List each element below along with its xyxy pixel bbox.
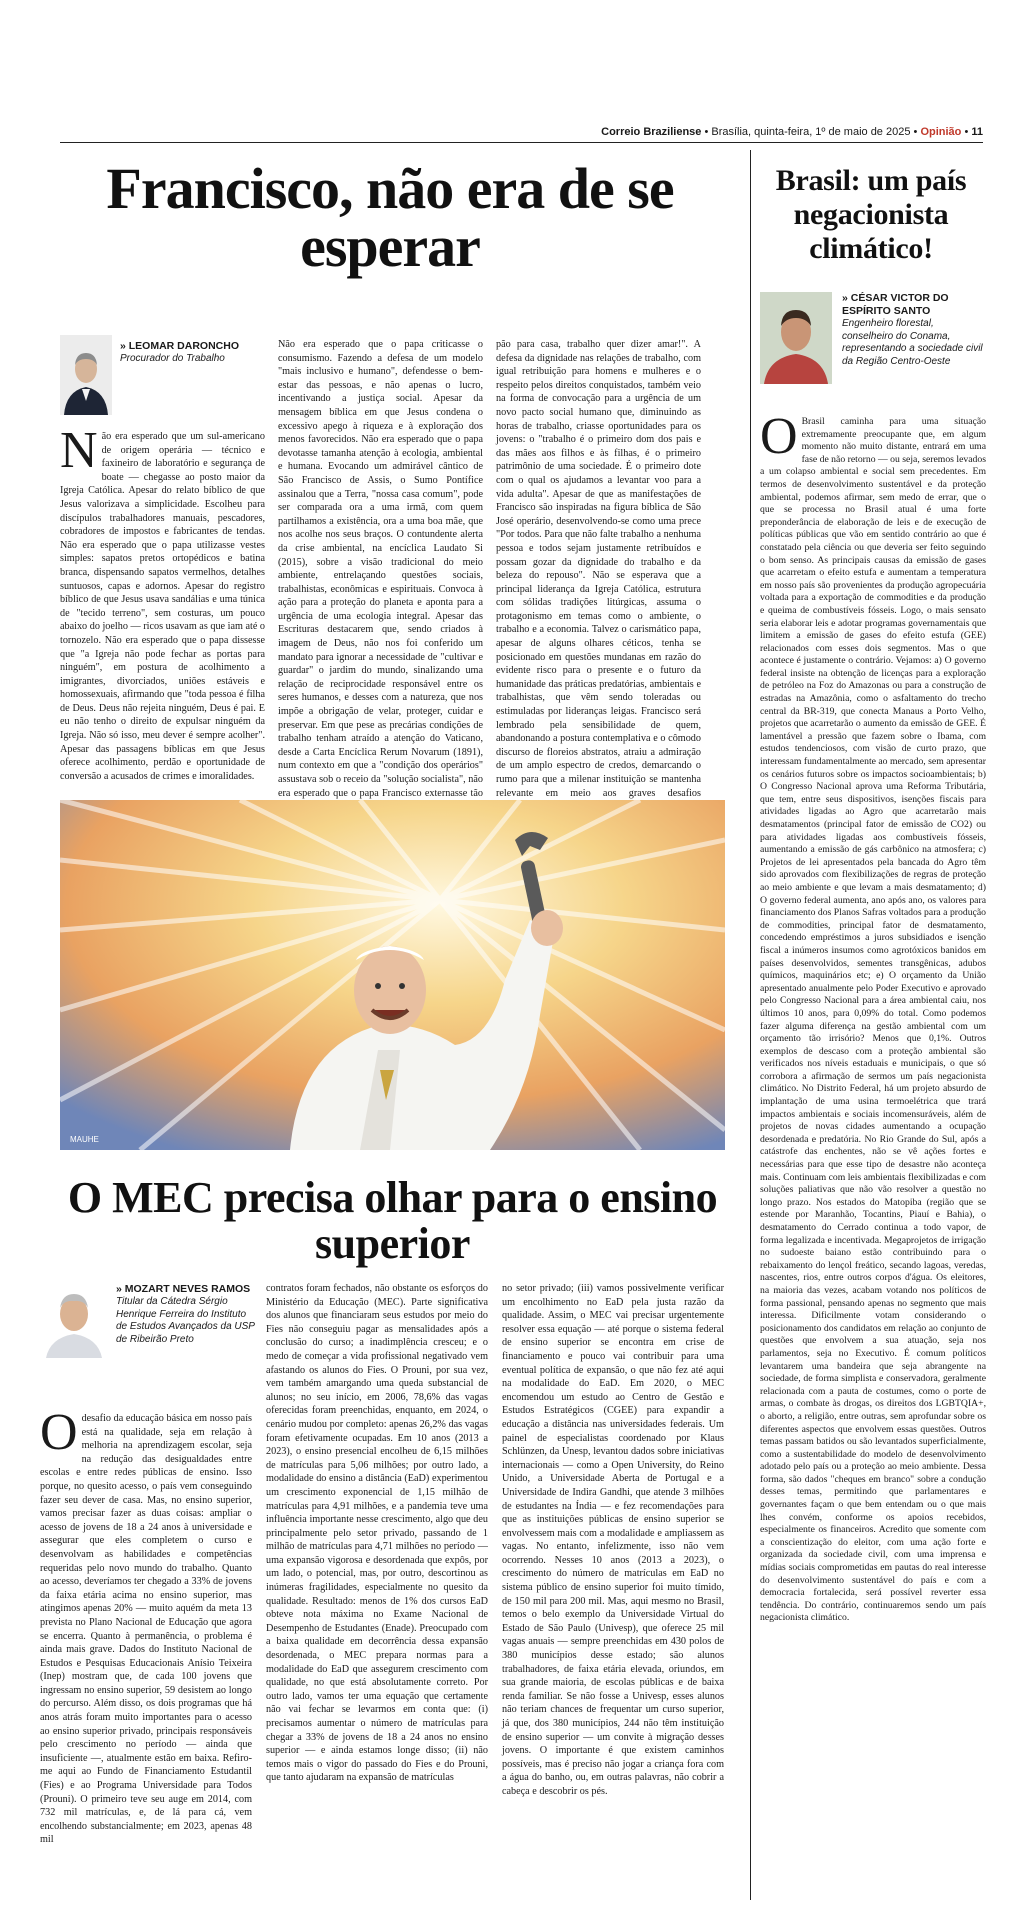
avatar-icon [760,292,832,384]
article1-author-photo [60,335,112,415]
article3-author-photo [760,292,832,384]
article2-col2: contratos foram fechados, não obstante os esforços do Ministério da Educação (MEC). Parte significativa dos alunos que financiaram seus estudos por meio do Fies não conseguiu pagar as mensalidades após a conclusão do curso; a inadimplência cresceu; e o medo de começar a vida profissional negativado vem afastando os alunos do Fies. O Prouni, por sua vez, vem também amargando uma queda substancial de alunos; no seu início, em 2006, 78,6% das vagas oferecidas foram preenchidas, enquanto, em 2024, o cenário mudou por completo: apenas 26,2% das vagas foram efetivamente ocupadas. Em 10 anos (2013 a 2023), o ensino presencial encolheu de 6,15 milhões de matrículas para 5,06 milhões; por outro lado, a modalidade do ensino a distância (EaD) experimentou um crescimento exponencial de 1,15 milhão de matrículas para 4,91 milhões, e a pandemia teve uma influência importante nesse crescimento, algo que deu principalmente pelo setor privado, passando de 1 milhão de matrículas para 4,71 milhões no período — uma expansão vigorosa e desordenada que expôs, por um lado, o potencial, mas, por outro, descortinou as inúmeras fragilidades, especialmente no quesito da qualidade. Resultado: menos de 1% dos cursos EaD obteve nota máxima no Exame Nacional de Desempenho de Estudantes (Enade). Preocupado com a baixa qualidade em decorrência dessa expansão desordenada, o MEC prepara normas para a modalidade do EaD que assegurem crescimento com qualidade, no que está absolutamente correto. Por outro lado, vamos ter uma equação que certamente não vai fechar se levarmos em conta que: (i) precisamos aumentar o número de matrículas para chegar a 33% de jovens de 18 a 24 anos no ensino superior — e ainda estamos longe disso; (ii) não temos mais o vigor do passado do Fies e do Prouni, que tanto ajudaram na expansão de matrículas [266,1283,488,1784]
illustration-pope [60,800,725,1150]
article2-col3: no setor privado; (iii) vamos possivelmente verificar um encolhimento no EaD pela justa razão da qualidade. Assim, o MEC vai precisar urgentemente resolver essa equação — até porque o sistema federal de ensino superior se encontra em crise de financiamento e pouco vai contribuir para uma eventual política de expansão, o que não fez até aqui na modalidade do EaD. Em 2020, o MEC encomendou um estudo ao Centro de Gestão e Estudos Estratégicos (CGEE) para expandir a educação a distância nas universidades federais. Um painel de especialistas coordenado por Klaus Schlünzen, da Unesp, levantou dados sobre iniciativas internacionais — como a Open University, do Reino Unido, a Universidade Aberta de Portugal e a Universidade de Indira Gandhi, que atende 3 milhões de estudantes na Índia — e fez recomendações para que as instituições públicas de ensino superior se envolvessem mais com a modalidade e ampliassem as vagas. No entanto, infelizmente, isso não vem ocorrendo. Nesses 10 anos (2013 a 2023), o crescimento do número de matrículas em EaD no sistema público de ensino superior foi muito tímido, de 150 mil para 200 mil. Mas, aqui mesmo no Brasil, temos o belo exemplo da Universidade Virtual do Estado de São Paulo (Univesp), que oferece 25 mil vagas anuais — sempre preenchidas em 430 polos de 380 municípios desse estado; são alunos trabalhadores, de faixa etária elevada, oriundos, em sua grande maioria, de escolas públicas e de baixa renda familiar. Se não fosse a Univesp, esses alunos não teriam chances de frequentar um curso superior, já que, dos 380 municípios, 244 não têm instituição de ensino superior — um convite à migração desses jovens. O importante é que existem caminhos possíveis, mas é preciso não jogar a criança fora com a água do banho, ou, em outras palavras, não cobrir a cabeça e descobrir os pés. [502,1283,724,1797]
article1-author: » LEOMAR DARONCHO [120,340,240,352]
article3-author: » CÉSAR VICTOR DO ESPÍRITO SANTO [842,292,949,317]
article1-col3: pão para casa, trabalho quer dizer amar!". A defesa da dignidade nas relações de trabalho, com igual retribuição para homens e mulheres e o respeito pelos direitos conquistados, também veio na forma de convocação para a urgência de um novo pacto social humano que, diminuindo as horas de trabalho, criasse oportunidades para os jovens: o "trabalho é o primeiro dom dos pais e das mães aos filhos e às filhas, é o primeiro patrimônio de uma sociedade. É o primeiro dote com o qual os ajudamos a levantar voo para a vida adulta". Apesar de que as manifestações de Francisco são inspiradas na figura bíblica de São José operário, desenvolvendo-se como uma prece "Por todos. Para que não falte trabalho a nenhuma pessoa e todos sejam justamente retribuídos e possam gozar da dignidade do trabalho e da beleza do repouso". Não se esperava que a principal liderança da Igreja Católica, estrutura com sólidas tradições litúrgicas, assuma o protagonismo em temas como o ambiente, o trabalho e a economia. Talvez o carismático papa, apesar de alguns olhares céticos, tenha se posicionado em questões mundanas em razão do evidente risco para o presente e o futuro da humanidade das práticas predatórias, ambientais e trabalhistas, que vêm sendo toleradas ou estimuladas por lideranças leigas. Francisco será lembrado pela sensibilidade de quem, abandonando a postura contemplativa e o cômodo discurso de floreios abstratos, atraiu a admiração de um amplo espectro de credos, demarcando o rumo para que a milenar instituição se mantenha relevante em meio aos graves desafios [496,339,701,799]
illustration-credit: MAUHE [70,1135,99,1144]
page-number: 11 [971,126,983,138]
article2-author-photo [40,1280,108,1358]
article1-dropcap: N [60,422,98,479]
article3-body: O Brasil caminha para uma situação extremamente preocupante que, em algum momento não muito distante, entrará em uma fase de não retorno — ou seja, seremos levados a um colapso ambiental e social sem precedentes. Em termos de desenvolvimento sustentável e da proteção ambiental, podemos afirmar, sem medo de errar, que o que se processa no Brasil atual é uma forte preponderância de elaboração de leis e de execução de políticas públicas que vão em sentido contrário ao que é constatado pela ciência ou que deveria ser feito seguindo o bom senso. As principais causas da emissão de gases que acarretam o efeito estufa e aumentam a temperatura em nosso país são provenientes da produção agropecuária voltada para a exportação de commodities e da produção e queima de combustíveis fósseis. Logo, o mais sensato seria elaborar leis e adotar programas governamentais que limitem a emissão de gases do efeito estufa (GEE) relacionados com esses dois segmentos. Mas o que acontece é justamente o contrário. Vejamos: a) O governo federal insiste na obtenção de licenças para a exploração de petróleo na Foz do Amazonas ou para a construção de estradas na Amazônia, como o asfaltamento do trecho central da BR-319, que conecta Manaus a Porto Velho, projetos que acarretarão o aumento da emissão de GEE. É lamentável a pressão que fazem sobre o Ibama, com estudos tendenciosos, com visão de curto prazo, que interessam fundamentalmente ao mercado, sem apresentar os cenários futuros sobre os impactos socioambientais; b) O Congresso Nacional aprova uma Reforma Tributária, que tem, entre seus dispositivos, isenções fiscais para atividades ligadas ao Agro que acarretarão mais desmatamentos (principal fator de emissão de CO2) ou para atividades ligadas aos combustíveis fósseis, aumentando a emissão de gás carbônico na atmosfera; c) Projetos de lei apresentados pela bancada do Agro têm sido aprovados com flexibilizações de regras de proteção ao meio ambiente e que levam a mais desmatamento; d) O governo federal aumenta, ano após ano, os valores para financiamento dos Planos Safras voltados para a produção de commodities, principal fator de desmatamento, concedendo empréstimos a juros subsidiados e isenção fiscal a inúmeros insumos como agrotóxicos banidos em países desenvolvidos, sementes transgênicas, adubos químicos, maquinários etc; e) O orçamento da União apresentado anualmente pelo Poder Executivo e aprovado pelo Congresso Nacional para a área ambiental caiu, nos últimos 10 anos, para 0,09% do total. Como podemos fazer alguma diferença na gestão ambiental com um orçamento tão irrisório? Menos que 0,1%. Outros exemplos de descaso com a proteção ambiental são verificados nos níveis estaduais e municipais, o que só corrobora a afirmação de sermos um país negacionista climático. No Distrito Federal, há um projeto absurdo de implantação de uma usina termoelétrica que trará impactos ambientais e sociais incomensuráveis, além de projetos de novas cidades aumentando a ocupação desordenada e predatória. No Rio Grande do Sul, após a catástrofe das enchentes, não se vê ações fortes e necessárias para que esse tipo de desastre não aconteça mais. Continuam com leis ambientais flexibilizadas e com soluções paliativas que não vão resolver a questão no longo prazo. Nos estados do Matopiba (região que se estende por Maranhão, Tocantins, Piauí e Bahia), o desmatamento do Cerrado continua a todo vapor, de forma legalizada e incentivada. Megaprojetos de irrigação no sudoeste baiano estão contribuindo para o rebaixamento do lençol freático, secando lagoas, veredas, nascentes, rios, entre outros corpos d'água. Os eleitores, na maioria das vezes, acabam votando nos políticos de forma passional, pensando apenas no segmento que mais interessa. Dificilmente votam considerando o posicionamento dos candidatos em relação ao conjunto de questões que envolvem a sua atuação, seja nos parlamentos, seja no Executivo. É comum políticos levantarem uma bandeira que seja abrangente na sociedade, de forma simplista e conservadora, geralmente relacionada com a pauta de costumes, como o porte de armas, o combate às drogas, os direitos dos LGBTQIA+, o aborto, a religião, entre outras, sem aprofundar sobre os diferentes aspectos que envolvem essas questões. Outros temas passam batidos ou são levantados superficialmente, como a sustentabilidade do modelo de desenvolvimento adotado pelo país ou a proteção ao meio ambiente. Dessa forma, são dados "cheques em branco" sobre a condução desses temas, permitindo que parlamentares e governantes façam o que bem entendam ou o que mais lhes convém, conforme os apoios recebidos, especialmente os financeiros. Acredito que somente com a conscientização do eleitor, com uma ação forte e organizada da sociedade civil, com uma imprensa e mídias sociais comprometidas em pautas do real interesse do desenvolvimento sustentável do país e com a democracia fortalecida, será possível reverter essa tendência. Do contrário, continuaremos sendo um país negacionista climático. [760,408,986,1624]
dateline: Brasília, quinta-feira, 1º de maio de 2025 [711,126,911,138]
article2-title: O MEC precisa olhar para o ensino superior [67,1173,718,1268]
article3-dropcap: O [760,408,798,465]
article2-dropcap: O [40,1404,78,1461]
article2-col1: Odesafio da educação básica em nosso país está na qualidade, seja em relação à melhoria na aprendizagem escolar, seja na redução das desigualdades entre escolas e entre redes públicas de ensino. Isso porque, no quesito acesso, o país vem conseguindo fazer seu dever de casa. Mas, no ensino superior, vamos precisar fazer as duas coisas: ampliar o acesso de jovens de 18 a 24 anos à universidade e assegurar que eles completem o curso e desenvolvam as habilidades e competências requeridas pelo novo mundo do trabalho. Quanto ao acesso, deveríamos ter chegado a 33% de jovens da faixa etária acima no ensino superior, mas atingimos apenas 20% — muito aquém da meta 13 prevista no Plano Nacional de Educação que agora se encerra. Quanto à permanência, o problema é ainda mais grave. Dados do Instituto Nacional de Estudos e Pesquisas Educacionais Anísio Teixeira (Inep) mostram que, de cada 100 jovens que ingressam no ensino superior, 59 desistem ao longo do percurso. Além disso, os dois programas que há anos atrás foram muito importantes para o acesso ao ensino superior privado, principais responsáveis pelo crescimento no período — ainda que insuficiente —, atualmente estão em baixa. Refiro-me aqui ao Fundo de Financiamento Estudantil (Fies) e ao Programa Universidade para Todos (Prouni). O primeiro teve seu auge em 2014, com 732 mil matrículas, e, de lá para cá, vem encolhendo substancialmente; em 2023, apenas 48 mil [40,1404,252,1846]
avatar-icon [60,335,112,415]
article3-title: Brasil: um país negacionista climático! [775,164,967,265]
avatar-icon [40,1280,108,1358]
article1-col1: Não era esperado que um sul-americano de origem operária — técnico e faxineiro de laboratório e segurança de boate — chegasse ao posto maior da Igreja Católica. Apesar do relato bíblico de que Jesus valorizava a simplicidade. Escolheu para discípulos trabalhadores manuais, pescadores, cobradores de impostos e fabricantes de tendas. Não era esperado que o papa utilizasse vestes simples: sapatos pretos ortopédicos e batina branca, dispensando sapatos vermelhos, detalhes suntuosos, capas e adornos. Apesar do registro bíblico de que Jesus usava sandálias e uma túnica de "tecido terreno", sem costuras, um pouco abaixo do joelho — ricos usavam as que iam até o tornozelo. Não era esperado que o papa dissesse que "a Igreja não pode fechar as portas para ninguém", em postura de acolhimento a imigrantes, divorciados, uniões estáveis e homossexuais, afirmando que "toda pessoa é filha de Deus. Deus não rejeita ninguém, Deus é pai. E eu não tenho o direito de expulsar ninguém da Igreja. Não só isso, meu dever é sempre acolher". Apesar das passagens bíblicas em que Jesus oferece acolhimento, perdão e oportunidade de conversão a acusados de crimes e imoralidades. [60,422,265,782]
article3-author-role: Engenheiro florestal, conselheiro do Conama, representando a sociedade civil da Região Centro-Oeste [842,318,983,367]
article2-author-role: Titular da Cátedra Sérgio Henrique Ferreira do Instituto de Estudos Avançados da USP de Ribeirão Preto [116,1296,255,1345]
pope-wrench-illustration-icon [60,800,725,1150]
article1-title: Francisco, não era de se esperar [106,156,674,279]
paper-name: Correio Braziliense [601,126,702,138]
column-divider [750,150,751,1900]
article1-col2: Não era esperado que o papa criticasse o consumismo. Fazendo a defesa de um modelo "mais inclusivo e humano", defendesse o bem-estar das pessoas, e não apenas o lucro, incentivando a justiça social. Apesar da mensagem bíblica em que Jesus condena o excessivo apego à riqueza e à exploração dos menos favorecidos. Não era esperado que o papa devotasse tamanha atenção à ecologia, ambiental e humana. Evocando um admirável cântico de São Francisco de Assis, o Sumo Pontífice assinalou que a Terra, "nossa casa comum", pode ser comparada ora a uma irmã, com quem partilhamos a existência, ora a uma boa mãe, que nos acolhe nos seus braços. O contundente alerta da crise ambiental, na encíclica Laudato Si (2015), sobre a visão tradicional do meio ambiente, entrelaçando questões sociais, trabalhistas, econômicas e espirituais. Convoca à ação para a proteção do planeta e aponta para a urgência de uma ecologia integral. Apesar das Escrituras destacarem que, sendo criados à imagem de Deus, não nos foi conferido um mandato para ignorar a necessidade de "cultivar e guardar" o jardim do mundo, sinalizando uma relação de reciprocidade responsável entre os seres humanos, e desses com a natureza, que nos impõe a obrigação de velar, proteger, cuidar e preservar. Em que pese as precárias condições de trabalho tenham atraído a atenção do Vaticano, desde a Carta Encíclica Rerum Novarum (1891), num contexto em que a "condição dos operários" assustava sob o receio da "solução socialista", não era esperado que o papa Francisco externasse tão [278,339,483,799]
section-name: Opinião [920,126,962,138]
article2-author: » MOZART NEVES RAMOS [116,1283,251,1295]
article1-author-role: Procurador do Trabalho [120,353,225,364]
masthead: Correio Braziliense • Brasília, quinta-feira, 1º de maio de 2025 • Opinião • 11 [60,124,983,143]
